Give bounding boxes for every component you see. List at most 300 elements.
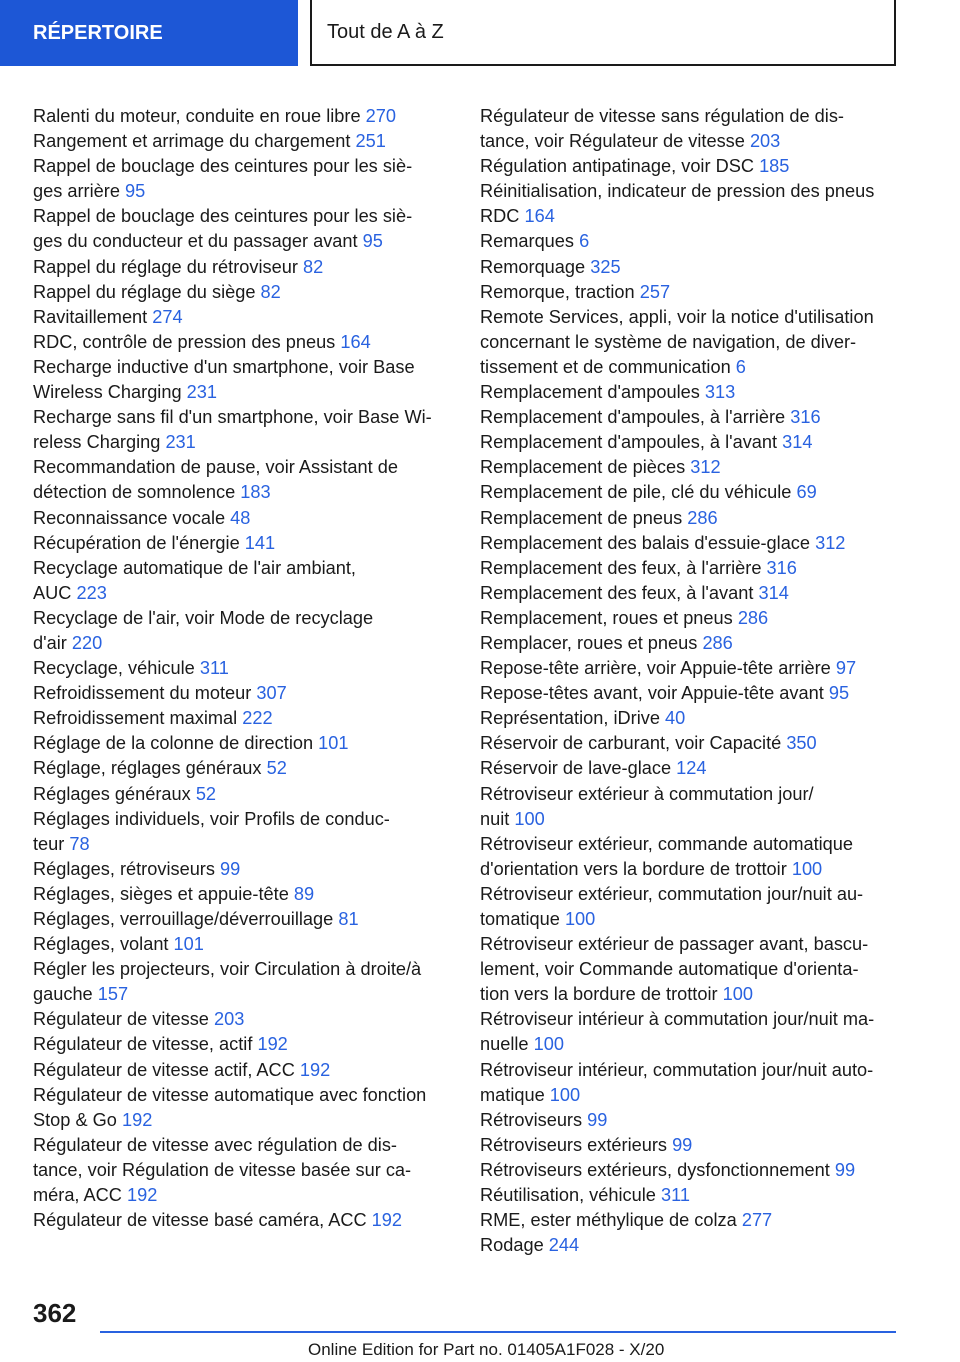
index-entry-text [480,204,900,229]
index-entry-text: Recommandation de pause, voir Assistant de [33,457,398,478]
edition-note: Online Edition for Part no. 01405A1F028 - X/20 [308,1340,665,1359]
index-entry-text [33,706,453,731]
index-entry-label: Réservoir de carburant, voir Capacité [480,733,782,754]
index-entry [33,1133,453,1208]
index-entry-label: Ralenti du moteur, conduite en roue libre [33,106,361,126]
index-entry-label: teur [33,833,65,854]
index-entry-label: nuelle [480,1034,529,1055]
index-entry-label: Réglages, volant [33,934,169,955]
index-entry [480,706,900,731]
page-reference-link[interactable]: 325 [590,256,621,277]
index-entry-text: Rappel de bouclage des ceintures pour les siè- [33,156,413,177]
index-entry-text [480,581,900,606]
index-entry-label: Remplacement d'ampoules [480,382,700,403]
index-entry-text [480,1133,900,1158]
page-reference-link[interactable]: 257 [639,281,671,302]
index-entry-text [480,154,900,179]
index-entry-label: Repose-tête arrière, voir Appuie-tête arrière [480,658,831,679]
index-entry-text [33,907,453,932]
page-reference-link[interactable]: 192 [371,1210,403,1231]
page-reference-link[interactable]: 100 [514,808,545,829]
index-column-right [480,104,900,1258]
page-reference-link[interactable]: 231 [186,382,218,403]
index-entry-text [33,857,453,882]
index-entry-text: Recyclage automatique de l'air ambiant, [33,557,356,578]
index-entry-label: Rodage [480,1235,544,1256]
index-entry [33,104,453,129]
page-reference-link[interactable]: 99 [672,1134,693,1155]
page-reference-link[interactable]: 89 [293,883,315,904]
index-entry-label: Réservoir de lave-glace [480,758,672,779]
index-entry [480,430,900,455]
index-entry-text [480,380,900,405]
page-reference-link[interactable]: 157 [97,984,129,1005]
index-entry-text: Rétroviseur extérieur de passager avant, bascu- [480,934,869,955]
index-entry [480,405,900,430]
page-reference-link[interactable]: 100 [533,1034,564,1055]
index-entry [33,932,453,957]
index-entry [33,531,453,556]
index-entry-label: Réglages généraux [33,783,191,804]
index-entry [33,455,453,505]
page-reference-link[interactable]: 312 [690,457,721,478]
index-entry [480,656,900,681]
index-entry-text: concernant le système de navigation, de diver- [480,331,857,352]
index-entry-label: reless Charging [33,432,161,453]
page-reference-link[interactable]: 82 [302,256,324,277]
page-reference-link[interactable]: 6 [735,356,746,377]
index-entry [33,606,453,656]
index-entry-text: Recharge sans fil d'un smartphone, voir Base Wi- [33,407,432,428]
index-entry-label: Reconnaissance vocale [33,507,226,528]
index-entry [33,731,453,756]
index-entry-text [33,782,453,807]
index-entry [480,1133,900,1158]
index-entry-text [480,280,900,305]
page-reference-link[interactable]: 286 [687,507,718,528]
index-entry-text: Régulateur de vitesse sans régulation de dis- [480,106,844,126]
page-reference-link[interactable]: 316 [790,407,821,428]
index-entry-text [480,1108,900,1133]
index-entry-label: Régulateur de vitesse [33,1009,209,1030]
index-entry [480,380,900,405]
index-entry-label: nuit [480,808,510,829]
index-entry-text [480,1158,900,1183]
page-reference-link[interactable]: 141 [244,532,276,553]
index-entry-label: Remplacement d'ampoules, à l'avant [480,432,778,453]
index-entry-text [33,531,453,556]
page-reference-link[interactable]: 99 [834,1159,856,1180]
index-entry-label: AUC [33,582,72,603]
index-entry-text [33,581,453,606]
page-reference-link[interactable]: 124 [676,758,707,779]
index-entry [33,154,453,204]
index-entry-text [33,1032,453,1057]
index-entry [480,506,900,531]
index-entry-text [480,1032,900,1057]
index-entry-text [33,932,453,957]
index-entry-label: ges du conducteur et du passager avant [33,231,358,252]
index-entry-label: RDC, contrôle de pression des pneus [33,331,336,352]
index-entry-text [480,731,900,756]
index-entry-text [33,681,453,706]
index-entry-text: lement, voir Commande automatique d'orienta- [480,959,859,980]
index-entry-label: Ravitaillement [33,306,148,327]
index-entry-text [480,506,900,531]
index-entry [480,1007,900,1057]
page-reference-link[interactable]: 95 [125,181,146,202]
index-entry-label: Remplacement de pile, clé du véhicule [480,482,792,503]
index-entry-text [33,255,453,280]
page-reference-link[interactable]: 192 [299,1059,331,1080]
index-entry-text: Réinitialisation, indicateur de pression des pneus [480,181,875,202]
page-reference-link[interactable]: 100 [722,984,753,1005]
index-entry-text [480,1083,900,1108]
index-entry [480,1183,900,1208]
page-reference-link[interactable]: 95 [362,231,383,252]
page-reference-link[interactable]: 316 [766,557,797,578]
index-entry-label: Régulateur de vitesse basé caméra, ACC [33,1210,367,1231]
index-entry [480,556,900,581]
index-entry [33,305,453,330]
page-reference-link[interactable]: 286 [702,632,733,653]
index-entry-label: Rappel du réglage du siège [33,281,256,302]
index-entry-label: Remplacer, roues et pneus [480,632,698,653]
page-reference-link[interactable]: 101 [173,934,204,955]
index-entry [33,1007,453,1032]
index-entry-label: d'orientation vers la bordure de trottoir [480,858,787,879]
page-reference-link[interactable]: 100 [564,909,596,929]
index-entry-label: Rangement et arrimage du chargement [33,131,351,152]
index-entry [480,756,900,781]
index-entry [33,907,453,932]
index-entry-label: Réglages, sièges et appuie-tête [33,883,289,904]
index-entry-label: d'air [33,632,67,653]
index-entry [480,1208,900,1233]
footer-divider [100,1331,896,1333]
index-entry-text [33,480,453,505]
index-entry-text: Rétroviseur extérieur, commande automatique [480,833,854,854]
index-entry-label: Remplacement des balais d'essuie-glace [480,532,811,553]
index-entry-text [33,380,453,405]
index-entry-text [480,982,900,1007]
index-entry-text: Recharge inductive d'un smartphone, voir Base [33,356,415,377]
index-entry-text [480,229,900,254]
index-entry-text [480,455,900,480]
index-entry-text: Réglages individuels, voir Profils de conduc- [33,808,390,829]
page-reference-link[interactable]: 307 [256,683,287,704]
index-entry [480,782,900,832]
index-entry [33,506,453,531]
index-entry-text [33,104,453,129]
page-reference-link[interactable]: 312 [815,532,846,553]
index-entry-text: Régler les projecteurs, voir Circulation à droite/à [33,959,422,980]
index-entry [480,305,900,380]
index-entry-text [480,857,900,882]
index-entry-text [480,1233,900,1258]
index-entry [33,882,453,907]
index-entry [480,255,900,280]
index-entry-text [33,882,453,907]
page-reference-link[interactable]: 183 [240,482,271,503]
index-entry-text: Remote Services, appli, voir la notice d'utilisation [480,306,874,327]
index-entry [33,405,453,455]
index-entry-text [33,229,453,254]
index-entry-label: Stop & Go [33,1109,117,1130]
index-entry-label: Réutilisation, véhicule [480,1185,656,1206]
page-reference-link[interactable]: 192 [121,1109,153,1130]
index-entry [480,882,900,932]
page-reference-link[interactable]: 203 [213,1009,245,1030]
index-entry [480,1108,900,1133]
index-entry [480,1158,900,1183]
index-entry-text [33,1183,453,1208]
page-reference-link[interactable]: 82 [260,281,281,302]
index-entry-text [480,907,900,932]
page-reference-link[interactable]: 99 [587,1109,608,1130]
index-entry-text: tance, voir Régulation de vitesse basée sur ca- [33,1159,412,1180]
index-entry [33,857,453,882]
page-reference-link[interactable]: 311 [660,1185,690,1206]
section-label: RÉPERTOIRE [33,21,163,44]
index-entry [33,681,453,706]
page-reference-link[interactable]: 101 [318,733,349,754]
index-entry-label: Remorque, traction [480,281,635,302]
index-entry-text [33,756,453,781]
index-entry-text [480,706,900,731]
page-title: Tout de A à Z [327,20,444,43]
index-entry-label: gauche [33,984,93,1005]
header-title-box [310,0,896,66]
index-entry-text [480,129,900,154]
page-reference-link[interactable]: 100 [549,1084,581,1105]
index-entry [480,1233,900,1258]
index-entry-label: Rétroviseurs extérieurs, dysfonctionnement [480,1159,830,1180]
index-entry [480,606,900,631]
index-entry-label: Régulateur de vitesse, actif [33,1034,253,1055]
page-reference-link[interactable]: 164 [524,206,555,227]
page-reference-link[interactable]: 270 [365,106,397,126]
index-entry [480,154,900,179]
page-reference-link[interactable]: 69 [796,482,817,503]
index-entry-text [480,807,900,832]
index-entry-label: RME, ester méthylique de colza [480,1210,737,1231]
index-entry [33,957,453,1007]
index-entry-text: Recyclage de l'air, voir Mode de recyclage [33,607,374,628]
index-entry-text [33,305,453,330]
index-entry-label: Remplacement de pièces [480,457,686,478]
index-entry-label: Réglages, verrouillage/déverrouillage [33,909,334,929]
page-reference-link[interactable]: 277 [741,1210,773,1231]
index-entry-label: Remorquage [480,256,586,277]
index-entry-text [480,355,900,380]
page-reference-link[interactable]: 40 [665,708,686,729]
index-entry-label: Rétroviseurs [480,1109,583,1130]
index-entry [33,355,453,405]
index-entry-text [33,631,453,656]
index-entry-text [33,1208,453,1233]
page-reference-link[interactable]: 314 [758,582,789,603]
index-entry-label: Recyclage, véhicule [33,658,195,679]
index-entry [33,1032,453,1057]
index-entry-text [480,430,900,455]
index-entry-label: méra, ACC [33,1185,122,1206]
index-entry-label: matique [480,1084,545,1105]
index-entry [480,581,900,606]
page-reference-link[interactable]: 99 [220,858,241,879]
index-entry-text [480,405,900,430]
index-entry [33,656,453,681]
index-entry-label: détection de somnolence [33,482,236,503]
index-entry [480,531,900,556]
page-reference-link[interactable]: 192 [257,1034,288,1055]
index-entry [33,129,453,154]
page-reference-link[interactable]: 164 [340,331,371,352]
index-entry [480,280,900,305]
page-reference-link[interactable]: 78 [69,833,90,854]
index-entry-text [33,330,453,355]
index-entry [33,330,453,355]
page-reference-link[interactable]: 350 [786,733,817,754]
index-entry [480,631,900,656]
page-reference-link[interactable]: 97 [835,658,857,679]
page-reference-link[interactable]: 220 [71,632,103,653]
page-reference-link[interactable]: 192 [127,1185,158,1206]
index-entry [33,782,453,807]
index-entry [480,932,900,1007]
index-entry-label: Rappel du réglage du rétroviseur [33,256,298,277]
section-tab [0,0,298,66]
page-reference-link[interactable]: 314 [782,432,813,453]
index-entry-text [480,255,900,280]
index-entry-text [33,1007,453,1032]
index-entry [33,1208,453,1233]
page-reference-link[interactable]: 251 [355,131,386,152]
page-reference-link[interactable]: 223 [76,582,107,603]
index-entry-label: Réglage de la colonne de direction [33,733,314,754]
index-entry-label: Réglages, rétroviseurs [33,858,215,879]
index-entry-text [33,656,453,681]
index-entry-text: Rappel de bouclage des ceintures pour les siè- [33,206,413,227]
index-entry [33,756,453,781]
index-entry [480,480,900,505]
index-entry [33,280,453,305]
page-reference-link[interactable]: 48 [230,507,251,528]
index-entry [33,1083,453,1133]
index-entry-text [33,430,453,455]
index-entry-text [480,756,900,781]
page-reference-link[interactable]: 6 [579,231,590,252]
index-entry [480,731,900,756]
index-entry-text [480,681,900,706]
index-entry [480,681,900,706]
page-reference-link[interactable]: 95 [828,683,850,704]
index-entry-text: Régulateur de vitesse avec régulation de dis- [33,1134,397,1155]
page-reference-link[interactable]: 222 [242,708,273,729]
page-reference-link[interactable]: 286 [737,607,769,628]
index-entry-label: Remplacement d'ampoules, à l'arrière [480,407,786,428]
index-entry-text [480,631,900,656]
index-entry-text [480,606,900,631]
index-entry [33,1058,453,1083]
page-reference-link[interactable]: 52 [266,758,287,779]
index-entry [33,706,453,731]
index-entry-label: Régulation antipatinage, voir DSC [480,156,754,177]
index-entry-label: tance, voir Régulateur de vitesse [480,131,745,152]
index-entry-text [480,1183,900,1208]
page-reference-link[interactable]: 52 [195,783,217,804]
index-entry [480,104,900,154]
index-entry-label: Représentation, iDrive [480,708,660,729]
index-entry-label: Remplacement de pneus [480,507,683,528]
page-reference-link[interactable]: 311 [199,658,229,679]
index-entry [480,1058,900,1108]
index-entry-text [33,982,453,1007]
index-entry-text [33,1108,453,1133]
page-reference-link[interactable]: 81 [338,909,359,929]
index-entry-text [33,832,453,857]
index-entry-text [33,280,453,305]
page-reference-link[interactable]: 185 [759,156,790,177]
index-entry-text [33,1058,453,1083]
index-entry-label: ges arrière [33,181,120,202]
index-entry-label: Remplacement des feux, à l'avant [480,582,754,603]
index-entry-label: Refroidissement du moteur [33,683,252,704]
index-entry-label: Régulateur de vitesse actif, ACC [33,1059,295,1080]
index-entry [33,807,453,857]
page-reference-link[interactable]: 203 [749,131,781,152]
index-entry-label: Wireless Charging [33,382,182,403]
page-reference-link[interactable]: 244 [548,1235,580,1256]
index-entry-text: Rétroviseur intérieur, commutation jour/nuit auto- [480,1059,874,1080]
index-entry-label: Remarques [480,231,575,252]
page-reference-link[interactable]: 313 [704,382,736,403]
index-entry-text [480,556,900,581]
page-reference-link[interactable]: 231 [165,432,196,453]
page-reference-link[interactable]: 100 [791,858,823,879]
index-entry [33,255,453,280]
index-entry [480,832,900,882]
index-entry-label: Rétroviseurs extérieurs [480,1134,667,1155]
index-entry-text [33,129,453,154]
index-entry-text [480,480,900,505]
index-entry-text: Rétroviseur extérieur, commutation jour/nuit au- [480,883,864,904]
index-entry-label: Réglage, réglages généraux [33,758,262,779]
index-entry-text [480,1208,900,1233]
index-entry-label: Remplacement, roues et pneus [480,607,733,628]
index-entry-label: Refroidissement maximal [33,708,238,729]
page-reference-link[interactable]: 274 [152,306,183,327]
index-entry [480,179,900,229]
index-entry [480,229,900,254]
index-entry [480,455,900,480]
index-entry-text: Rétroviseur extérieur à commutation jour/ [480,783,814,804]
index-entry-text [33,731,453,756]
index-entry-label: tomatique [480,909,560,929]
index-entry-label: Récupération de l'énergie [33,532,240,553]
index-entry-text [480,531,900,556]
index-entry-label: tion vers la bordure de trottoir [480,984,718,1005]
page-number: 362 [33,1298,77,1328]
index-entry [33,204,453,254]
index-entry-text [33,506,453,531]
index-entry-label: Repose-têtes avant, voir Appuie-tête avant [480,683,824,704]
index-entry-text: Régulateur de vitesse automatique avec fonction [33,1084,427,1105]
index-entry-text [33,179,453,204]
index-column-left [33,104,453,1233]
index-entry-text [480,656,900,681]
index-entry-label: tissement et de communication [480,356,731,377]
